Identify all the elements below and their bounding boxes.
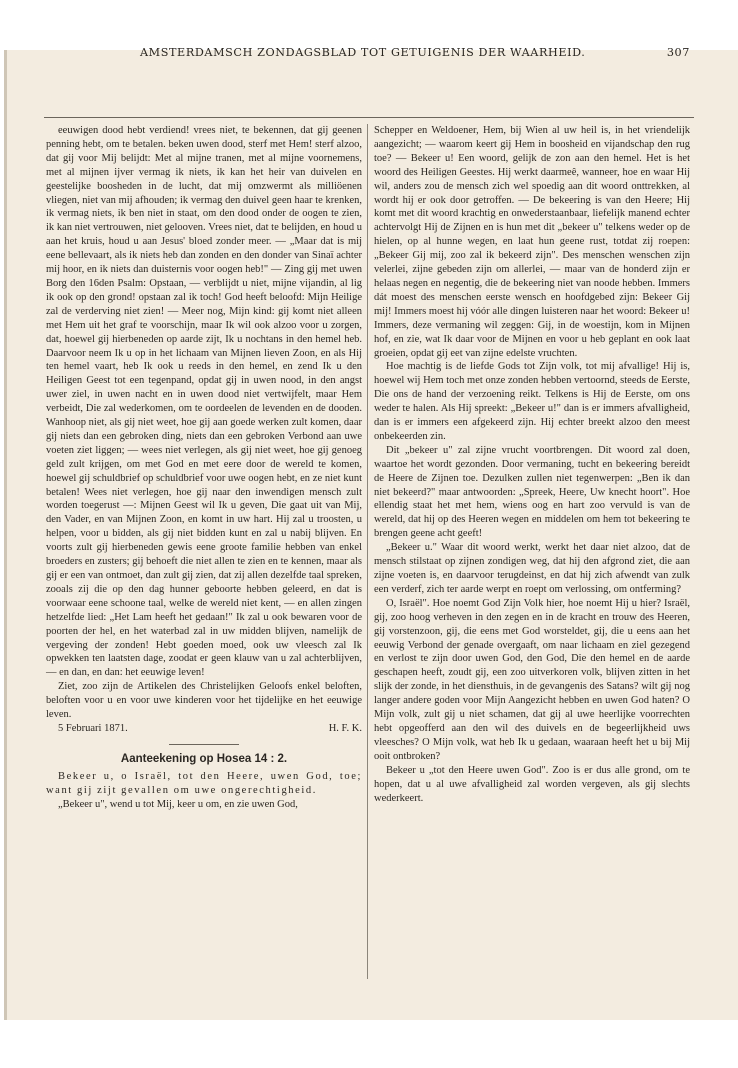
paragraph: Hoe machtig is de liefde Gods tot Zijn volk, tot mij afvallige! Hij is, hoewel wij Hem toch met onze zonden hebben vertoornd, steeds de Eerste, Die ons de hand der verzoening reikt. Telkens is Hij de Eerste, om ons weder te halen. Als Hij spreekt: „Bekeer u!" dan is er immers afvalligheid, dan is er immers een afgekeerd zijn. Hij echter breekt alzoo den meest onbekeerden zin. [374, 361, 690, 442]
page-number: 307 [666, 46, 690, 59]
running-title: AMSTERDAMSCH ZONDAGSBLAD TOT GETUIGENIS DER WAARHEID. [140, 46, 586, 59]
paragraph: „Bekeer u." Waar dit woord werkt, werkt het daar niet alzoo, dat de mensch stilstaat op zijnen zondigen weg, dat hij den afgrond ziet, die aan zijne voeten is, en daarvoor terugdeinst, en dat hij zich afwendt van zulk een verderf, zich ter aarde werpt en roept om verlossing, om ontferming? [374, 542, 690, 595]
date: 5 Februari 1871. [58, 722, 128, 734]
paragraph: eeuwigen dood hebt verdiend! vrees niet, te bekennen, dat gij geenen penning hebt, om te betalen. beken uwen dood, sterf met Hem! sterf alzoo, dat gij voor Mij belijdt: Met al mijne tranen, met al mijne voornemens, met al mijnen ijver vermag ik niets, ik kan het heir van duivelen en geestelijke boosheden in de lucht, dat mij omzwermt als milliöenen vliegen, niet van mij afhouden; ik vermag den duivel geen haar te krenken, ik vermag niets, ik ben niet in staat, om den dood onder de oogen te zien, ik kan niet vertrouwen, niet gelooven. Vrees niet, dat te belijden, en houd u aan het kruis, houd u aan Jesus' bloed zonder meer. — „Maar dat is mij eene bellevaart, als ik niets heb dan zonden en den donder van Sinaï achter mij hoor, en ik niets dan duisternis voor oogen heb!" — Zing gij met uwen Borg den 16den Psalm: Opstaan, — verblijdt u niet, mijne vijandin, al lig ik ook op den grond! opstaan zal ik toch! God heeft beloofd: Mijn Heilige zal de verderving niet zien! — Meer nog, Mijn kind: gij komt niet alleen met Hem uit het graf te voorschijn, maar Ik wil ook alzoo voor u zorgen, dat, hoewel gij hierbeneden op aarde zijt, Ik u nochtans in den hemel heb. Daarvoor neem Ik u op in het lichaam van Mijnen lieven Zoon, en als Hij ten hemel vaart, heb Ik ook u reeds in den hemel, en zend Ik u den Heiligen Geest tot een tegenpand, opdat gij in uwen nood, in den angst uwer ziel, in uwen nacht en in uwen dood niet vertwijfelt, maar Hem verbeidt, Die zal wederkomen, om te oordeelen de levenden en de dooden. Wanhoop niet, als gij niet weet, hoe gij aan goede werken zult komen, daar gij niets dan een gebroken ding, niets dan een gebroken Verbond aan uwe voeten ziet liggen; — wees niet verlegen, als gij niet weet, hoe gij genoeg geld zult krijgen, om met God en met eere door de wereld te komen, hoewel gij schuldbrief op schuldbrief voor uwe oogen hebt, en ze niet kunt betalen! Wees niet verlegen, hoe gij naar den inwendigen mensch zult worden toegerust —: Mijnen Geest wil Ik u geven, Die gaat uit van Mij, den Vader, en van Mijnen Zoon, en komt in uw hart. Hij zal u troosten, u helpen, voor u bidden, als gij niet bidden kunt en zal u nabij blijven. En voorts zult gij hierbeneden gewis eene groote familie hebben van enkel broeders en zusters; gij behoeft die niet allen te zien en te kennen, maar als gij er een van ontmoet, dan zult gij zien, dat zij allen dezelfde taal spreken, zooals zij die op den dag hunner geboorte hebben geleerd, en dat is voorwaar eene schoone taal, welke de wereld niet kent, — en allen zingen hetzelfde lied: „Het Lam heeft het gedaan!" Ik zal u ook bewaren voor de poorten der hel, en het waterbad zal in uw midden blijven, namelijk de vergeving der zonden! Hebt goeden moed, ook uw vleesch zal Ik opwekken ten laatsten dage, zoodat er geen klauw van u zal achterblijven, — en dan, en dan: het eeuwige leven! [46, 125, 362, 679]
paragraph: Dit „bekeer u" zal zijne vrucht voortbrengen. Dit woord zal doen, waartoe het wordt gezonden. Door vermaning, tucht en bekeering bereidt de Heere de Zijnen toe. Dezulken zullen niet tegenwerpen: „Ben ik dan niet bekeerd?" maar antwoorden: „Spreek, Heere, Uw knecht hoort". Hoe ellendig staat het met hem, wiens oog en hart zoo vervuld is van de wereld, dat hij op des Heeren wegen en middelen om hem tot bekeering te brengen geene acht geeft! [374, 444, 690, 540]
left-column [46, 124, 362, 812]
dateline [46, 722, 362, 736]
bible-verse: Bekeer u, o Israël, tot den Heere, uwen God, toe; want gij zijt gevallen om uwe ongerechtigheid. [46, 770, 362, 796]
column-divider [367, 124, 368, 979]
paragraph: Bekeer u „tot den Heere uwen God". Zoo is er dus alle grond, om te hopen, dat u al uwe afvalligheid zal worden vergeven, als gij slechts wederkeert. [374, 764, 690, 804]
paragraph: Schepper en Weldoener, Hem, bij Wien al uw heil is, in het vriendelijk aangezicht; — waarom keert gij Hem in boosheid en vijandschap den rug toe? — Bekeer u! Een woord, gelijk de zon aan den hemel. Het is het woord des Heiligen Geestes. Hij werkt daarmeê, wanneer, hoe en waar Hij wil, anders zou de mensch zich wel spoedig aan dit woord onttrekken, al wordt hij er ook door getroffen. — De bekeering is van den Heere; Hij komt met dit woord krachtig en onwederstaanbaar, liefelijk manend echter achtervolgt Hij de Zijnen en is hun met dit „bekeer u" telkens weder op de hielen, op al hunne wegen, en laat hun geene rust, totdat zij roepen: „Bekeer Gij mij, zoo zal ik bekeerd zijn". Des menschen wenschen zijn velerlei, zijne gebeden zijn om allerlei, — maar van de honderd zijn er helaas negen en negentig, die de bekeering niet van noode hebben. Immers dát moest des menschen eerste wensch en hoofdgebed zijn: Bekeer Gij mij! Immers moest hij vóór alle dingen luisteren naar het woord: Bekeer u! Immers, deze vermaning wil zeggen: Gij, in de woestijn, kom in Mijnen hof, en zie, wat Ik daar voor de Mijnen en voor u heb geplant en ook laat groeien, opdat gij eet van zijne edelste vruchten. [374, 125, 690, 359]
paragraph: „Bekeer u", wend u tot Mij, keer u om, en zie uwen God, [58, 798, 298, 810]
paragraph: O, Israël". Hoe noemt God Zijn Volk hier, hoe noemt Hij u hier? Israël, gij, zoo hoog verheven in den zegen en in de kracht en trouw des Heeren, gij vorstenzoon, gij, die eens met God worsteldet, gij, die u eens aan het eeuwig Verbond der genade overgaaft, om naar lichaam en ziel gezegend en verlost te zijn door uwen God, den God, Die den hemel en de aarde geschapen heeft, zoudt gij, een zoo uitverkoren volk, blijven zitten in het slijk der zonde, in het diensthuis, in de gevangenis des Satans? wilt gij nog langer andere goden voor Mijn Aangezicht hebben en uwen God haten? O Mijn volk, zult gij u niet schamen, dat gij al uwe heerlijke voorrechten hebt opgeofferd aan den wil des duivels en de begeerlijkheid uws vleesches? O Mijn volk, wat heb Ik u gedaan, waaraan heeft het u bij Mij ooit ontbroken? [374, 597, 690, 762]
header-rule [44, 117, 694, 118]
paragraph: Ziet, zoo zijn de Artikelen des Christelijken Geloofs enkel beloften, beloften voor u en voor uwe kinderen voor het tijdelijke en het eeuwige leven. [46, 681, 362, 721]
signature: H. F. K. [328, 722, 362, 734]
right-column [374, 124, 690, 805]
running-header [140, 46, 690, 59]
section-title: Aanteekening op Hosea 14 : 2. [120, 752, 288, 765]
section-divider [169, 744, 239, 745]
